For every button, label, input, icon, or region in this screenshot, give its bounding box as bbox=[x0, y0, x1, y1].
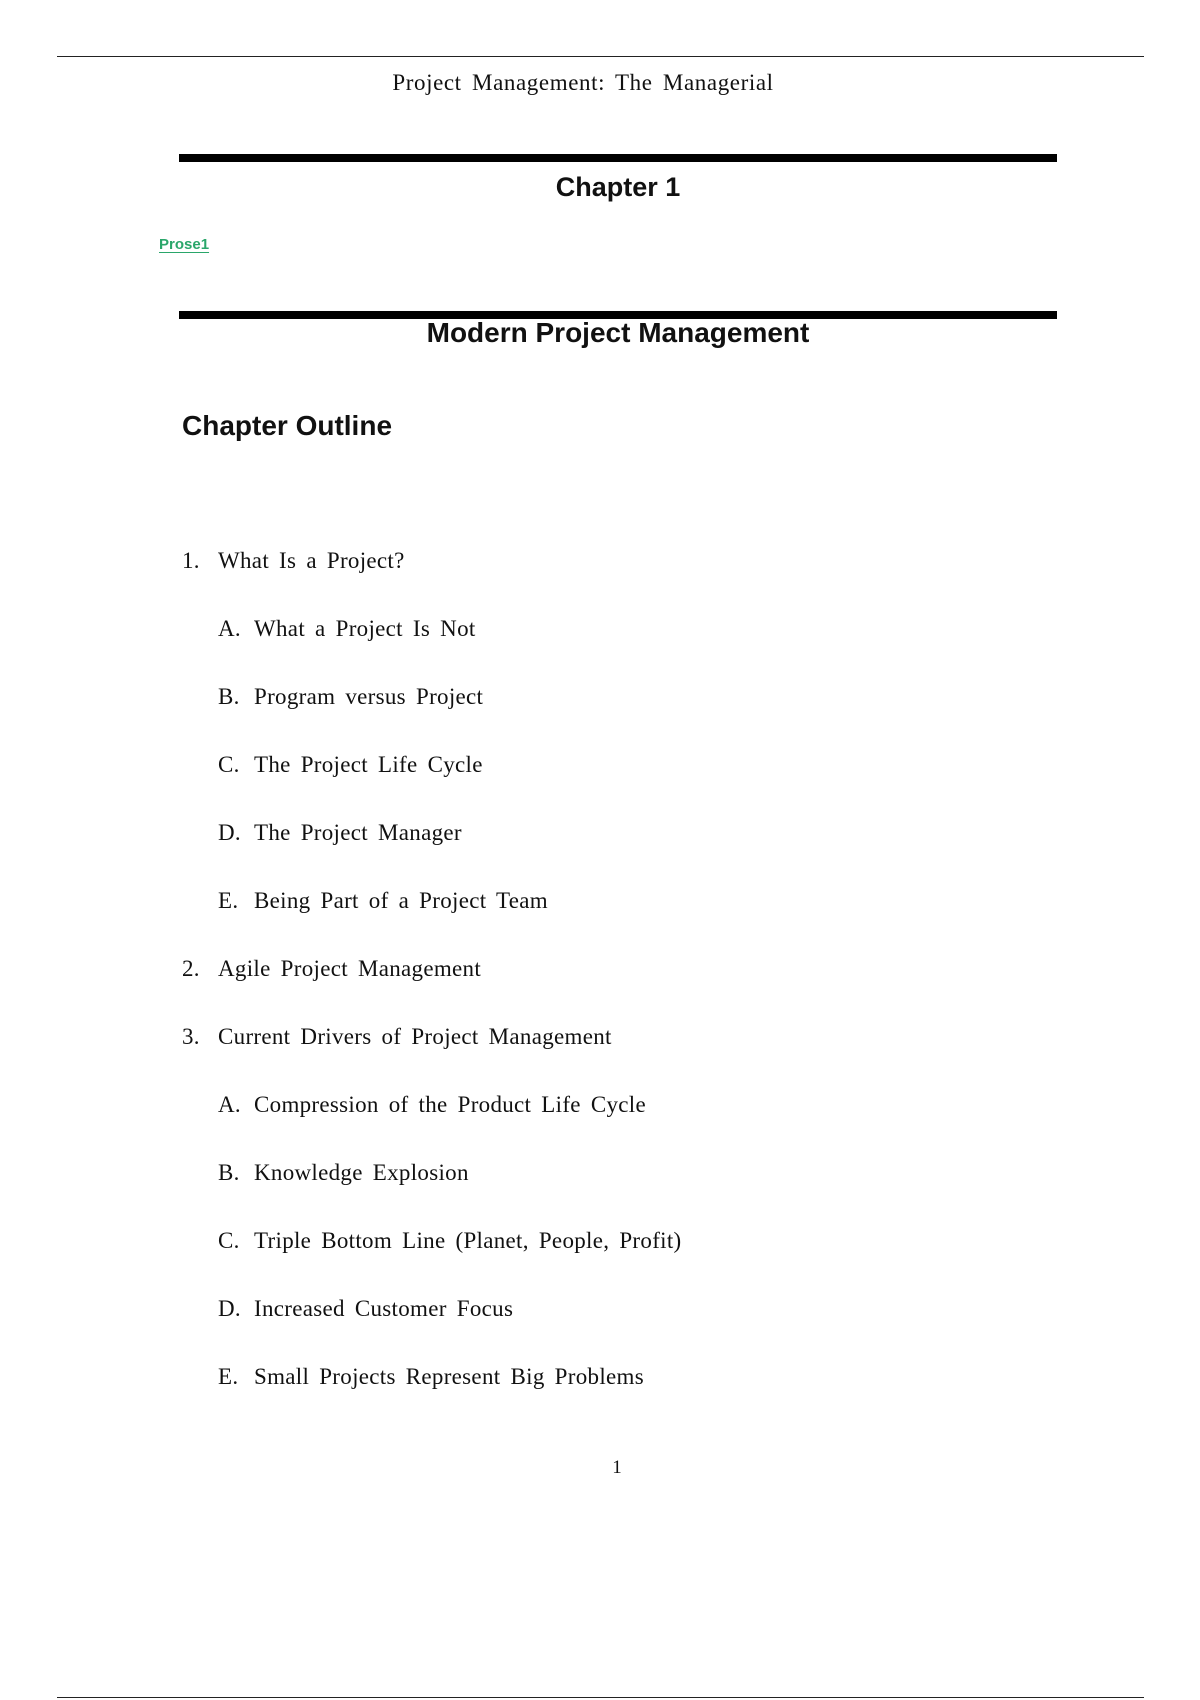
outline-text: Current Drivers of Project Management bbox=[218, 1024, 612, 1049]
page-number: 1 bbox=[612, 1457, 622, 1478]
bottom-rule bbox=[57, 1697, 1144, 1698]
top-rule bbox=[57, 56, 1144, 57]
outline-marker: C. bbox=[218, 752, 240, 777]
running-header: Project Management: The Managerial bbox=[392, 70, 774, 95]
outline-subitem bbox=[182, 684, 1082, 752]
outline-marker: 2. bbox=[182, 956, 200, 981]
outline-item bbox=[182, 548, 1082, 616]
outline-subitem bbox=[182, 888, 1082, 956]
outline-item bbox=[182, 1024, 1082, 1092]
outline-heading: Chapter Outline bbox=[182, 410, 393, 441]
outline-marker: A. bbox=[218, 1092, 241, 1117]
outline-marker: D. bbox=[218, 1296, 241, 1321]
outline-text: Being Part of a Project Team bbox=[254, 888, 548, 913]
outline-marker: B. bbox=[218, 684, 240, 709]
outline-text: Increased Customer Focus bbox=[254, 1296, 514, 1321]
outline-marker: C. bbox=[218, 1228, 240, 1253]
outline-subitem bbox=[182, 1092, 1082, 1160]
chapter-label: Chapter 1 bbox=[555, 172, 681, 202]
outline-text: What a Project Is Not bbox=[254, 616, 476, 641]
outline-subitem bbox=[182, 1296, 1082, 1364]
outline-text: Small Projects Represent Big Problems bbox=[254, 1364, 644, 1389]
outline-marker: E. bbox=[218, 1364, 239, 1389]
outline-text: Agile Project Management bbox=[218, 956, 482, 981]
outline-marker: D. bbox=[218, 820, 241, 845]
outline-subitem bbox=[182, 1228, 1082, 1296]
outline-marker: 3. bbox=[182, 1024, 200, 1049]
chapter-title: Modern Project Management bbox=[426, 317, 810, 348]
outline-text: What Is a Project? bbox=[218, 548, 405, 573]
outline-marker: 1. bbox=[182, 548, 200, 573]
outline-subitem bbox=[182, 820, 1082, 888]
outline-text: Program versus Project bbox=[254, 684, 484, 709]
prose-link[interactable]: Prose1 bbox=[159, 236, 210, 253]
outline-marker: B. bbox=[218, 1160, 240, 1185]
outline-subitem bbox=[182, 752, 1082, 820]
outline-subitem bbox=[182, 1160, 1082, 1228]
outline-marker: E. bbox=[218, 888, 239, 913]
chapter-rule-top bbox=[179, 154, 1057, 162]
outline-text: Compression of the Product Life Cycle bbox=[254, 1092, 647, 1117]
outline-text: The Project Life Cycle bbox=[254, 752, 483, 777]
outline-marker: A. bbox=[218, 616, 241, 641]
outline-text: Triple Bottom Line (Planet, People, Profit) bbox=[254, 1228, 682, 1253]
outline-text: The Project Manager bbox=[254, 820, 462, 845]
outline-text: Knowledge Explosion bbox=[254, 1160, 469, 1185]
outline-subitem bbox=[182, 1364, 1082, 1432]
outline-item bbox=[182, 956, 1082, 1024]
chapter-outline-list bbox=[182, 548, 1082, 1432]
outline-subitem bbox=[182, 616, 1082, 684]
